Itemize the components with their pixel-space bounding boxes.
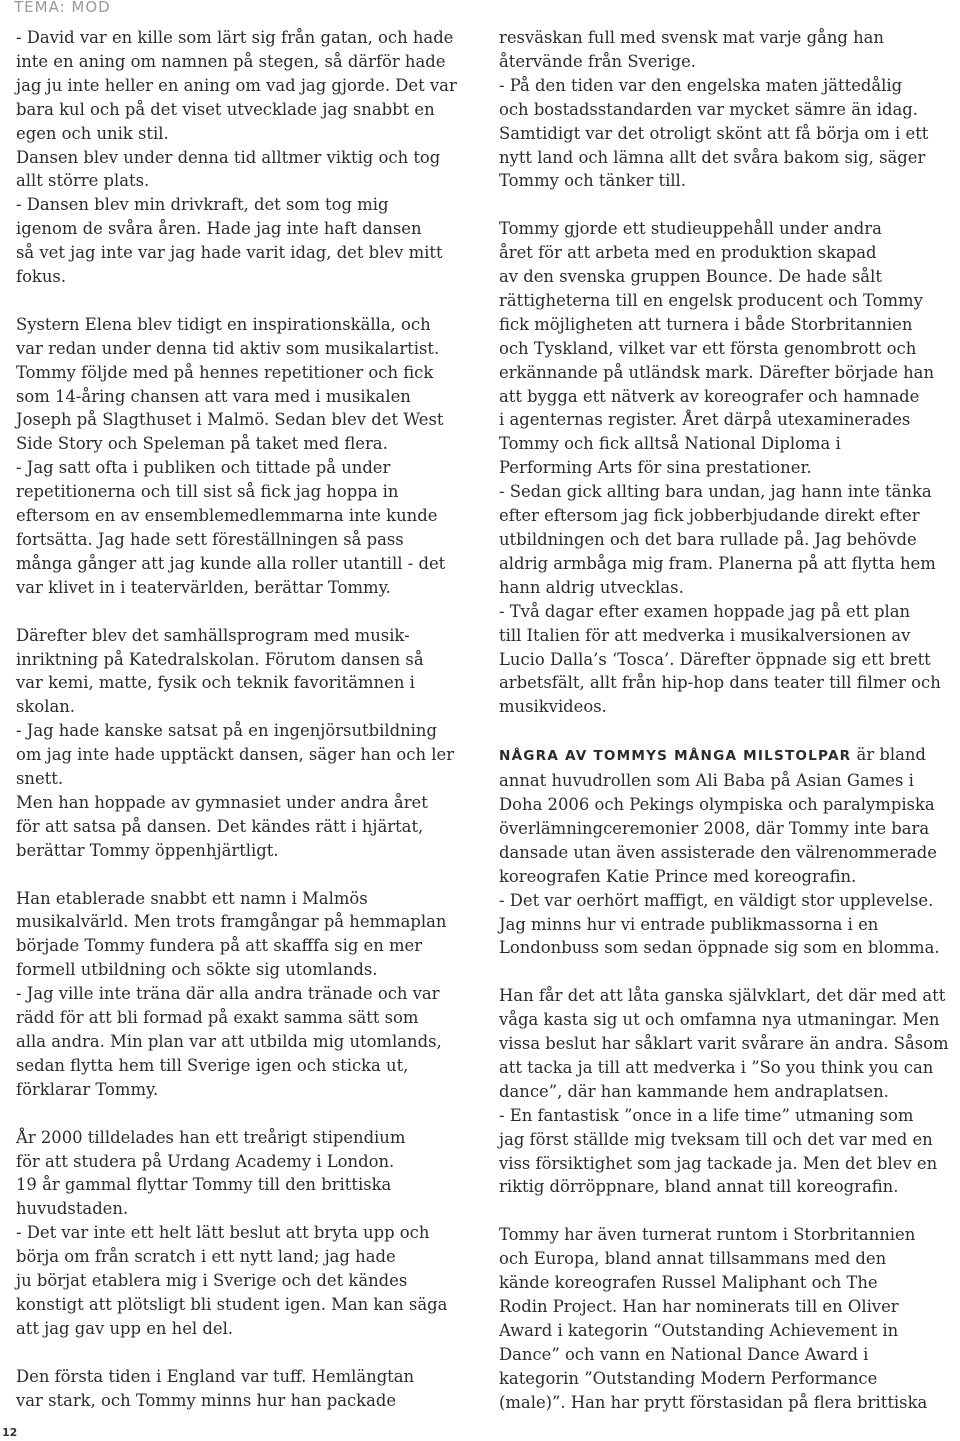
paragraph-line: var kemi, matte, fysik och teknik favoritämnen i bbox=[16, 673, 415, 693]
paragraph bbox=[499, 743, 951, 960]
paragraph-line: berättar Tommy öppenhjärtligt. bbox=[16, 840, 279, 860]
paragraph-line: viss försiktighet som jag tackade ja. Men det blev en bbox=[499, 1153, 938, 1173]
paragraph-line: Joseph på Slagthuset i Malmö. Sedan blev det West bbox=[16, 410, 444, 430]
paragraph-line: resväskan full med svensk mat varje gång han bbox=[499, 28, 884, 47]
paragraph-line: Han etablerade snabbt ett namn i Malmös bbox=[16, 888, 368, 908]
paragraph-line: var klivet in i teatervärlden, berättar Tommy. bbox=[16, 577, 391, 597]
paragraph-line: huvudstaden. bbox=[16, 1199, 129, 1219]
paragraph bbox=[16, 26, 478, 289]
paragraph bbox=[499, 1223, 951, 1414]
paragraph-line: jag först ställde mig tveksam till och det var med en bbox=[499, 1129, 933, 1149]
paragraph-line: År 2000 tilldelades han ett treårigt stipendium bbox=[16, 1127, 406, 1147]
paragraph-line: inriktning på Katedralskolan. Förutom dansen så bbox=[16, 649, 424, 669]
paragraph-line: som 14-åring chansen att vara med i musikalen bbox=[16, 386, 411, 406]
paragraph-line: - David var en kille som lärt sig från gatan, och hade bbox=[16, 28, 454, 47]
paragraph-line: alla andra. Min plan var att utbilda mig utomlands, bbox=[16, 1032, 442, 1052]
paragraph-line: snett. bbox=[16, 769, 64, 789]
paragraph-line: arbetsfält, allt från hip-hop dans teater till filmer och bbox=[499, 673, 941, 693]
paragraph bbox=[499, 26, 951, 193]
paragraph-line: Dance” och vann en National Dance Award i bbox=[499, 1344, 869, 1364]
paragraph-line: - På den tiden var den engelska maten jättedålig bbox=[499, 75, 903, 95]
paragraph-line: ju börjat etablera mig i Sverige och det kändes bbox=[16, 1271, 408, 1291]
paragraph-line: fokus. bbox=[16, 267, 67, 287]
paragraph-line: kände koreografen Russel Maliphant och The bbox=[499, 1273, 878, 1293]
paragraph-line: för att studera på Urdang Academy i London. bbox=[16, 1151, 395, 1171]
paragraph-line: Tommy följde med på hennes repetitioner och fick bbox=[16, 362, 434, 382]
paragraph-line: efter eftersom jag fick jobberbjudande direkt efter bbox=[499, 506, 920, 526]
paragraph-line: Tommy gjorde ett studieuppehåll under andra bbox=[499, 219, 882, 239]
paragraph-line: - Det var oerhört maffigt, en väldigt stor upplevelse. bbox=[499, 890, 934, 910]
paragraph-line: hann aldrig utvecklas. bbox=[499, 577, 684, 597]
paragraph-line: igenom de svåra åren. Hade jag inte haft dansen bbox=[16, 219, 422, 239]
paragraph-line: Den första tiden i England var tuff. Hemlängtan bbox=[16, 1366, 415, 1386]
paragraph-line: bara kul och på det viset utvecklade jag snabbt en bbox=[16, 99, 435, 119]
paragraph-line: Rodin Project. Han har nominerats till en Oliver bbox=[499, 1296, 899, 1316]
paragraph-line: - Dansen blev min drivkraft, det som tog mig bbox=[16, 195, 389, 215]
paragraph-line: skolan. bbox=[16, 697, 75, 717]
paragraph-line: Dansen blev under denna tid alltmer viktig och tog bbox=[16, 147, 441, 167]
paragraph-line: aldrig armbåga mig fram. Planerna på att flytta hem bbox=[499, 553, 936, 573]
paragraph bbox=[16, 887, 478, 1102]
paragraph-line: överlämningceremonier 2008, där Tommy inte bara bbox=[499, 818, 930, 838]
paragraph-line: våga kasta sig ut och omfamna nya utmaningar. Men bbox=[499, 1010, 940, 1030]
right-column bbox=[499, 26, 951, 1415]
paragraph-line: för att satsa på dansen. Det kändes rätt i hjärtat, bbox=[16, 816, 424, 836]
paragraph-line: Men han hoppade av gymnasiet under andra året bbox=[16, 792, 428, 812]
paragraph-line: - Två dagar efter examen hoppade jag på ett plan bbox=[499, 601, 911, 621]
paragraph-line: året för att arbeta med en produktion skapad bbox=[499, 243, 877, 263]
paragraph-line: repetitionerna och till sist så fick jag hoppa in bbox=[16, 482, 399, 502]
paragraph-line: 19 år gammal flyttar Tommy till den brittiska bbox=[16, 1175, 392, 1195]
paragraph bbox=[16, 1126, 478, 1341]
paragraph-line: fortsätta. Jag hade sett föreställningen så pass bbox=[16, 530, 404, 550]
paragraph-line: annat huvudrollen som Ali Baba på Asian Games i bbox=[499, 771, 914, 791]
left-column bbox=[16, 26, 478, 1412]
paragraph-line: - Sedan gick allting bara undan, jag hann inte tänka bbox=[499, 482, 932, 502]
paragraph-line: att tacka ja till att medverka i ”So you think you can bbox=[499, 1057, 934, 1077]
paragraph-line: Systern Elena blev tidigt en inspirationskälla, och bbox=[16, 314, 431, 334]
paragraph-line: musikalvärld. Men trots framgångar på hemmaplan bbox=[16, 912, 447, 932]
paragraph bbox=[16, 624, 478, 863]
paragraph-line: så vet jag inte var jag hade varit idag, det blev mitt bbox=[16, 243, 443, 263]
paragraph-line: var stark, och Tommy minns hur han packade bbox=[16, 1390, 397, 1410]
paragraph-line: dance”, där han kammande hem andraplatsen. bbox=[499, 1081, 889, 1101]
paragraph-line: (male)”. Han har prytt förstasidan på flera brittiska bbox=[499, 1392, 928, 1412]
paragraph-line: inte en aning om namnen på stegen, så därför hade bbox=[16, 51, 446, 71]
paragraph-line: vissa beslut har såklart varit svårare än andra. Såsom bbox=[499, 1034, 949, 1054]
paragraph-line: till Italien för att medverka i musikalversionen av bbox=[499, 625, 911, 645]
paragraph-line: Award i kategorin “Outstanding Achievement in bbox=[499, 1320, 899, 1340]
lead-in-rest: är bland bbox=[851, 745, 926, 765]
paragraph-line: - En fantastisk ”once in a life time” utmaning som bbox=[499, 1105, 914, 1125]
paragraph-line: riktig dörröppnare, bland annat till koreografin. bbox=[499, 1177, 899, 1197]
paragraph-line: att jag gav upp en hel del. bbox=[16, 1318, 234, 1338]
paragraph-line: rädd för att bli formad på exakt samma sätt som bbox=[16, 1008, 419, 1028]
paragraph-line: musikvideos. bbox=[499, 697, 607, 717]
paragraph-line: Side Story och Speleman på taket med flera. bbox=[16, 434, 388, 454]
paragraph-line: var redan under denna tid aktiv som musikalartist. bbox=[16, 338, 440, 358]
paragraph-line: och Tyskland, vilket var ett första genombrott och bbox=[499, 338, 917, 358]
paragraph-line: eftersom en av ensemblemedlemmarna inte kunde bbox=[16, 506, 438, 526]
paragraph-line: Samtidigt var det otroligt skönt att få börja om i ett bbox=[499, 123, 929, 143]
paragraph-line: fick möjligheten att turnera i både Storbritannien bbox=[499, 314, 913, 334]
paragraph-line: Därefter blev det samhällsprogram med musik- bbox=[16, 625, 410, 645]
paragraph-line: formell utbildning och sökte sig utomlands. bbox=[16, 960, 378, 980]
paragraph-line: Han får det att låta ganska självklart, det där med att bbox=[499, 986, 946, 1006]
paragraph-line: många gånger att jag kunde alla roller utantill - det bbox=[16, 553, 446, 573]
lead-in-caps: NÅGRA AV TOMMYS MÅNGA MILSTOLPAR bbox=[499, 748, 852, 765]
paragraph-line: och Europa, bland annat tillsammans med den bbox=[499, 1249, 887, 1269]
paragraph-line: Jag minns hur vi entrade publikmassorna i en bbox=[499, 914, 879, 934]
paragraph-line: koreografen Katie Prince med koreografin. bbox=[499, 866, 857, 886]
paragraph-line: började Tommy fundera på att skafffa sig en mer bbox=[16, 936, 423, 956]
paragraph-line: i agenternas register. Året därpå utexaminerades bbox=[499, 410, 911, 430]
paragraph bbox=[16, 313, 478, 600]
section-tag: TEMA: MOD bbox=[14, 0, 111, 16]
paragraph-line: konstigt att plötsligt bli student igen. Man kan säga bbox=[16, 1294, 448, 1314]
paragraph-line: allt större plats. bbox=[16, 171, 150, 191]
paragraph-line bbox=[499, 743, 951, 769]
paragraph-line: erkännande på utländsk mark. Därefter började han bbox=[499, 362, 935, 382]
paragraph-line: egen och unik stil. bbox=[16, 123, 169, 143]
paragraph-line: nytt land och lämna allt det svåra bakom sig, säger bbox=[499, 147, 926, 167]
page-number: 12 bbox=[2, 1426, 18, 1439]
paragraph-line: om jag inte hade upptäckt dansen, säger han och ler bbox=[16, 745, 455, 765]
paragraph-line: kategorin ”Outstanding Modern Performance bbox=[499, 1368, 878, 1388]
paragraph-line: - Jag hade kanske satsat på en ingenjörsutbildning bbox=[16, 721, 437, 741]
paragraph bbox=[16, 1365, 478, 1413]
paragraph-line: förklarar Tommy. bbox=[16, 1079, 159, 1099]
paragraph-line: att bygga ett nätverk av koreografer och hamnade bbox=[499, 386, 920, 406]
paragraph bbox=[499, 984, 951, 1199]
paragraph-line: och bostadsstandarden var mycket sämre än idag. bbox=[499, 99, 918, 119]
paragraph-line: återvände från Sverige. bbox=[499, 51, 696, 71]
paragraph-line: Tommy har även turnerat runtom i Storbritannien bbox=[499, 1225, 916, 1245]
paragraph-line: dansade utan även assisterade den välrenommerade bbox=[499, 842, 937, 862]
paragraph-line: Tommy och tänker till. bbox=[499, 171, 687, 191]
paragraph-line: Tommy och fick alltså National Diploma i bbox=[499, 434, 841, 454]
paragraph-line: Londonbuss som sedan öppnade sig som en blomma. bbox=[499, 938, 940, 958]
paragraph-line: sedan flytta hem till Sverige igen och sticka ut, bbox=[16, 1055, 409, 1075]
paragraph-line: av den svenska gruppen Bounce. De hade sålt bbox=[499, 267, 882, 287]
paragraph-line: - Det var inte ett helt lätt beslut att bryta upp och bbox=[16, 1223, 430, 1243]
paragraph-line: Performing Arts för sina prestationer. bbox=[499, 458, 812, 478]
paragraph-line: utbildningen och det bara rullade på. Jag behövde bbox=[499, 530, 917, 550]
paragraph-line: Doha 2006 och Pekings olympiska och paralympiska bbox=[499, 794, 935, 814]
paragraph-line: jag ju inte heller en aning om vad jag gjorde. Det var bbox=[16, 75, 457, 95]
paragraph-line: - Jag satt ofta i publiken och tittade på under bbox=[16, 458, 391, 478]
paragraph bbox=[499, 217, 951, 719]
paragraph-line: - Jag ville inte träna där alla andra tränade och var bbox=[16, 984, 440, 1004]
paragraph-line: börja om från scratch i ett nytt land; jag hade bbox=[16, 1247, 396, 1267]
paragraph-line: rättigheterna till en engelsk producent och Tommy bbox=[499, 290, 923, 310]
paragraph-line: Lucio Dalla’s ‘Tosca’. Därefter öppnade sig ett brett bbox=[499, 649, 931, 669]
